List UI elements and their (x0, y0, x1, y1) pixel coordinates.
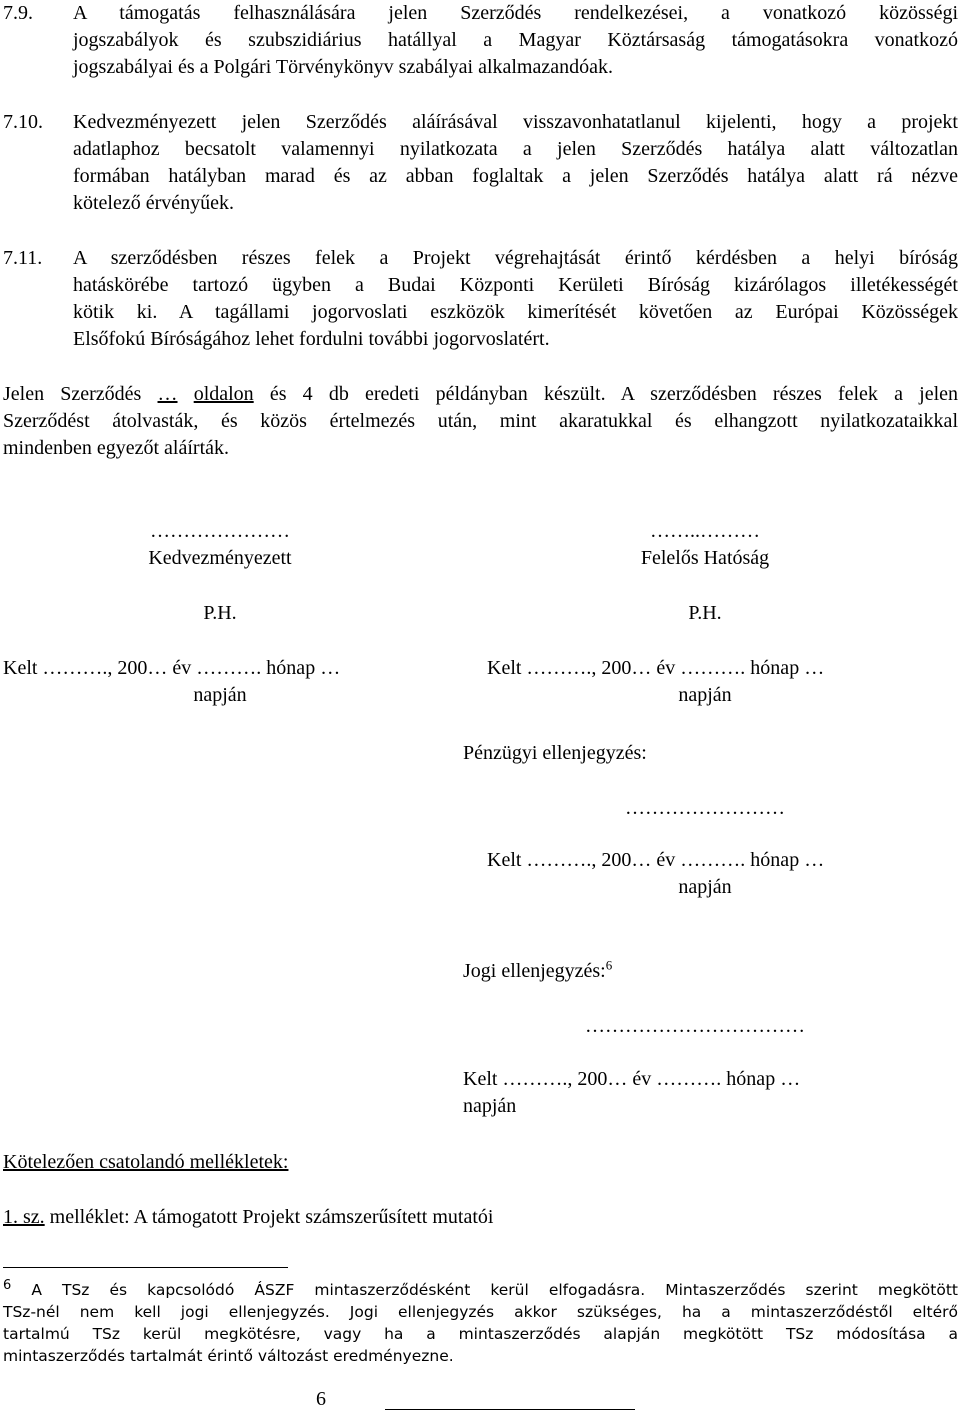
page-count-blank: oldalon (193, 383, 254, 405)
page-number: 6 (316, 1388, 326, 1410)
footnote-line: tartalmú TSz kerül megkötésre, vagy ha a mintaszerződés alapján megkötött TSz módosítása a (3, 1325, 958, 1343)
footnote-line: TSz-nél nem kell jogi ellenjegyzés. Jogi ellenjegyzés akkor szükséges, ha a mintaszerződéstől eltérő (3, 1303, 958, 1321)
section-number: 7.11. (3, 247, 43, 269)
bottom-rule (385, 1409, 635, 1410)
date-suffix: napján (678, 684, 732, 706)
date-line: Kelt ………., 200… év ………. hónap … (463, 1068, 801, 1090)
signature-line: ………………… (150, 520, 290, 542)
paragraph-line: A szerződésben részes felek a Projekt végrehajtását érintő kérdésben a helyi bíróság (73, 247, 958, 269)
section-number: 7.9. (3, 2, 33, 24)
legal-countersign-label: Jogi ellenjegyzés:$^6$ (463, 957, 613, 982)
paragraph-line: Szerződést átolvasták, és közös értelmezés után, mint akaratukkal és elhangzott nyilatkozataikkal (3, 410, 958, 432)
date-suffix: napján (463, 1095, 517, 1117)
stamp-placeholder: P.H. (688, 602, 722, 624)
paragraph-line: kötik ki. A tagállami jogorvoslati eszközök kimerítését követően az Európai Közösségek (73, 301, 958, 323)
date-line: Kelt ………., 200… év ………. hónap … (3, 657, 341, 679)
paragraph-line: Kedvezményezett jelen Szerződés aláírásával visszavonhatatlanul kijelenti, hogy a projekt (73, 111, 958, 133)
paragraph-line: Elsőfokú Bíróságához lehet fordulni további jogorvoslatért. (73, 328, 550, 350)
attachment-item: 1. sz. melléklet: A támogatott Projekt számszerűsített mutatói (3, 1206, 494, 1228)
attachments-heading: Kötelezően csatolandó mellékletek: (3, 1151, 289, 1173)
paragraph-line: jogszabályai és a Polgári Törvénykönyv szabályai alkalmazandóak. (73, 56, 613, 78)
paragraph-line: formában hatályban marad és az abban foglaltak a jelen Szerződés hatálya alatt rá nézve (73, 165, 958, 187)
date-line: Kelt ………., 200… év ………. hónap … (487, 849, 825, 871)
paragraph-line: Jelen Szerződés … oldalon és 4 db eredeti példányban készült. A szerződésben részes felek a jelen (3, 383, 959, 405)
date-suffix: napján (678, 876, 732, 898)
signer-title: Felelős Hatóság (640, 547, 770, 569)
signature-line: …………………………… (585, 1015, 805, 1037)
paragraph-line: adatlaphoz becsatolt valamennyi nyilatkozata a jelen Szerződés hatálya alatt változatlan (73, 138, 958, 160)
footnote-number: 6 (3, 1277, 12, 1293)
footnote-separator (3, 1267, 288, 1268)
paragraph-line: jogszabályok és szubszidiárius hatállyal a Magyar Köztársaság támogatásokra vonatkozó (73, 29, 958, 51)
footnote-ref: 6 (605, 957, 613, 973)
section-number: 7.10. (3, 111, 43, 133)
date-suffix: napján (193, 684, 247, 706)
date-line: Kelt ………., 200… év ………. hónap … (487, 657, 825, 679)
paragraph-line: hatáskörébe tartozó ügyben a Budai Központi Kerületi Bíróság kizárólagos illetékességét (73, 274, 958, 296)
paragraph-line: kötelező érvényűek. (73, 192, 235, 214)
signature-line: …………………… (625, 797, 785, 819)
signer-title: Kedvezményezett (148, 547, 292, 569)
paragraph-line: A támogatás felhasználására jelen Szerződés rendelkezései, a vonatkozó közösségi (73, 2, 958, 24)
stamp-placeholder: P.H. (203, 602, 237, 624)
footnote-line: $^6$ A TSz és kapcsolódó ÁSZF mintaszerződésként kerül elfogadásra. Mintaszerződés szerint megkötött (3, 1277, 958, 1299)
signature-line: ……..……… (650, 520, 760, 542)
paragraph-line: mindenben egyezőt aláírták. (3, 437, 230, 459)
financial-countersign-label: Pénzügyi ellenjegyzés: (463, 742, 647, 764)
footnote-line: mintaszerződés tartalmát érintő változást eredményezne. (3, 1347, 454, 1365)
